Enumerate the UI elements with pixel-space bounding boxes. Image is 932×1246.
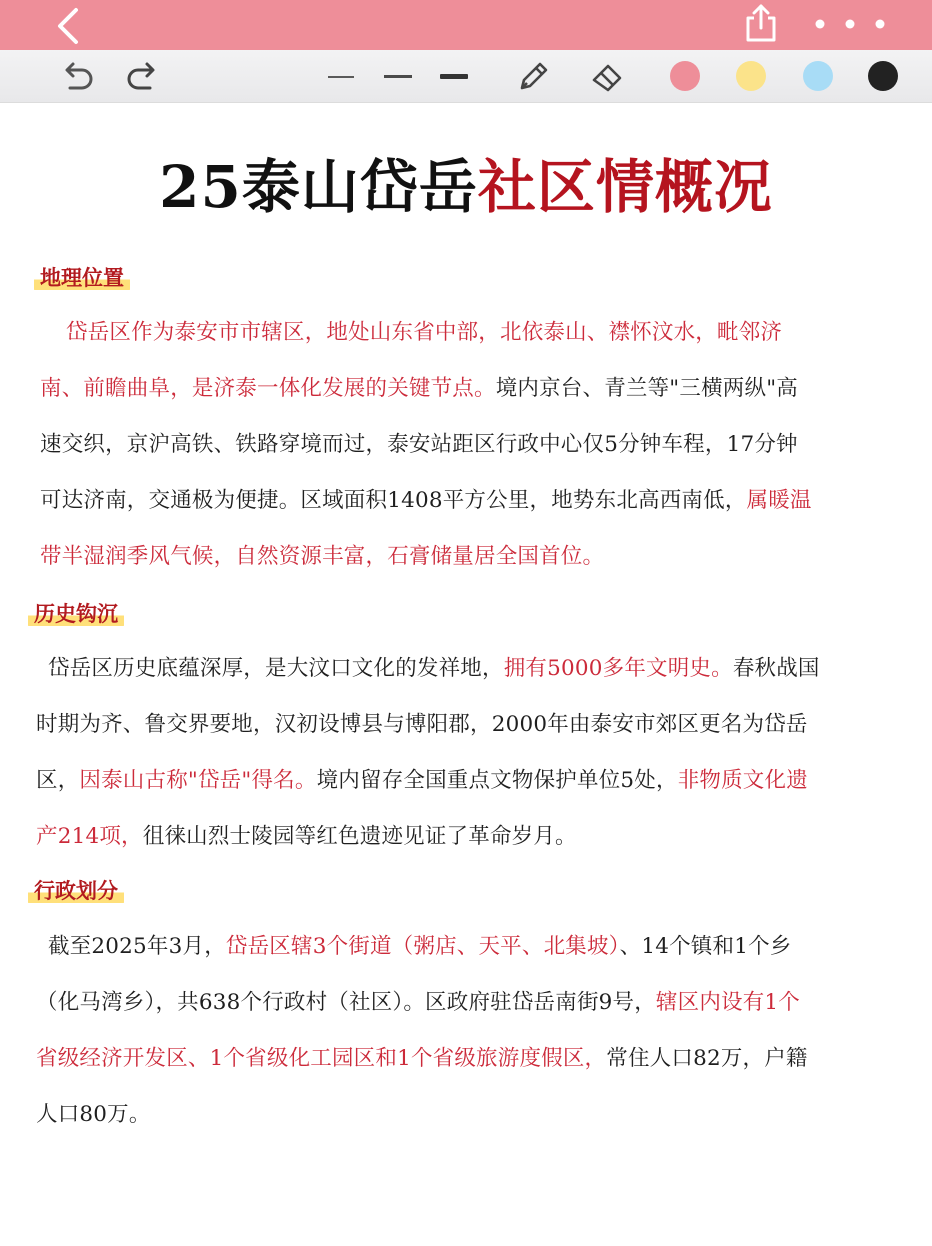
color-swatch-blue[interactable] — [803, 61, 833, 91]
color-swatch-yellow[interactable] — [736, 61, 766, 91]
section-heading-history: 历史钩沉 — [28, 600, 124, 628]
geo-line-4: 可达济南，交通极为便捷。区域面积1408平方公里，地势东北高西南低，属暖温 — [40, 488, 812, 513]
line-thick-icon[interactable] — [440, 74, 468, 79]
admin-line-2: （化马湾乡），共638个行政村（社区）。区政府驻岱岳南街9号，辖区内设有1个 — [36, 990, 801, 1015]
pen-icon[interactable] — [514, 58, 552, 96]
share-icon[interactable] — [742, 2, 780, 44]
section-heading-geo: 地理位置 — [34, 264, 130, 292]
geo-line-2: 南、前瞻曲阜，是济泰一体化发展的关键节点。境内京台、青兰等"三横两纵"高 — [40, 376, 798, 401]
color-swatch-pink[interactable] — [670, 61, 700, 91]
back-icon[interactable] — [50, 6, 86, 46]
title-part-red: 社区情概况 — [477, 153, 773, 221]
admin-line-1: 截至2025年3月，岱岳区辖3个街道（粥店、天平、北集坡）、14个镇和1个乡 — [48, 934, 792, 959]
line-thin-icon[interactable] — [328, 76, 354, 78]
top-navigation-bar — [0, 0, 932, 50]
more-icon[interactable] — [808, 12, 888, 36]
geo-line-5: 带半湿润季风气候，自然资源丰富，石膏储量居全国首位。 — [40, 544, 605, 569]
section-heading-admin: 行政划分 — [28, 877, 124, 905]
eraser-icon[interactable] — [588, 58, 626, 96]
title-part-black: 25泰山岱岳 — [159, 153, 478, 221]
color-swatch-black[interactable] — [868, 61, 898, 91]
redo-icon[interactable] — [126, 60, 162, 94]
drawing-toolbar — [0, 50, 932, 103]
geo-line-1: 岱岳区作为泰安市市辖区，地处山东省中部，北依泰山、襟怀汶水，毗邻济 — [66, 320, 783, 345]
history-line-1: 岱岳区历史底蕴深厚，是大汶口文化的发祥地，拥有5000多年文明史。春秋战国 — [48, 656, 820, 681]
undo-icon[interactable] — [58, 60, 94, 94]
admin-line-3: 省级经济开发区、1个省级化工园区和1个省级旅游度假区，常住人口82万，户籍 — [36, 1046, 808, 1071]
admin-line-4: 人口80万。 — [36, 1102, 151, 1127]
history-line-3: 区，因泰山古称"岱岳"得名。境内留存全国重点文物保护单位5处，非物质文化遗 — [36, 768, 808, 793]
line-medium-icon[interactable] — [384, 75, 412, 78]
history-line-4: 产214项，徂徕山烈士陵园等红色遗迹见证了革命岁月。 — [36, 824, 577, 849]
geo-line-3: 速交织，京沪高铁、铁路穿境而过，泰安站距区行政中心仅5分钟车程，17分钟 — [40, 432, 798, 457]
page-title — [0, 140, 932, 224]
history-line-2: 时期为齐、鲁交界要地，汉初设博县与博阳郡，2000年由泰安市郊区更名为岱岳 — [36, 712, 808, 737]
